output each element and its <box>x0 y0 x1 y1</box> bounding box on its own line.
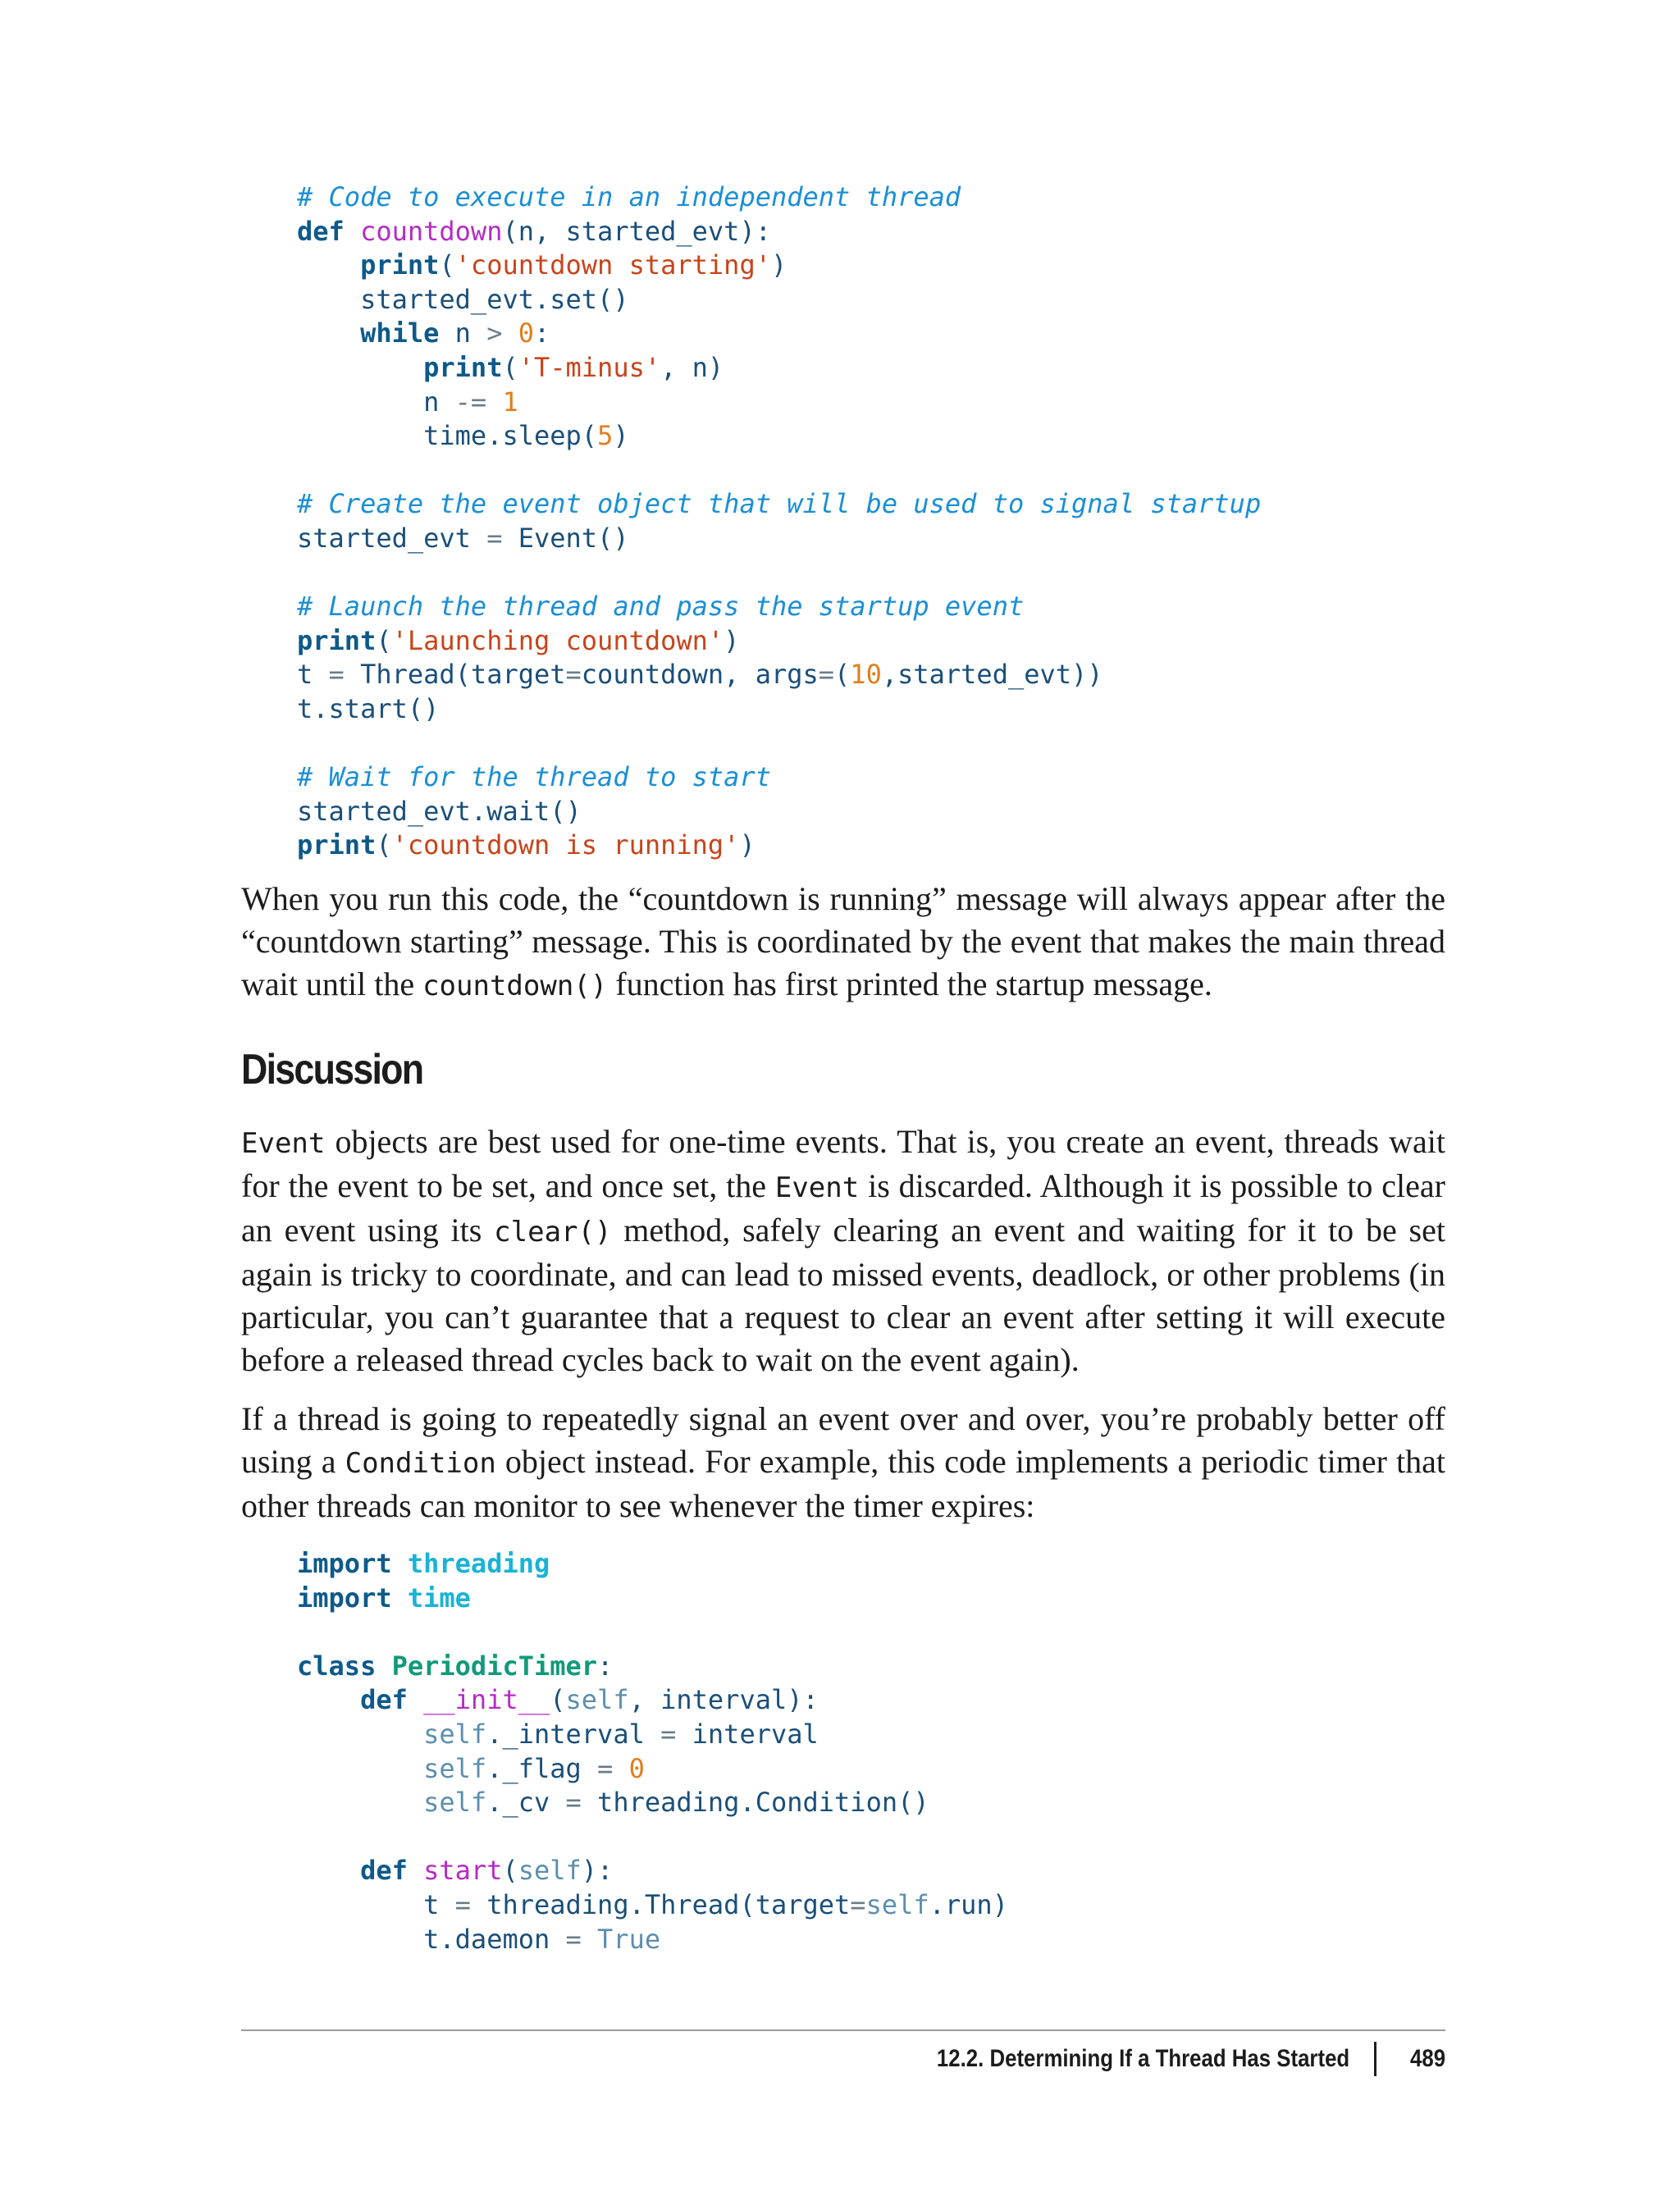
code-token: -= <box>454 386 487 418</box>
footer-separator <box>1374 2042 1376 2076</box>
code-token: ( <box>834 659 851 691</box>
code-line <box>297 590 1261 624</box>
code-token <box>486 386 502 418</box>
code-line <box>297 386 1261 420</box>
code-token: start <box>423 1855 503 1887</box>
inline-code: Event <box>774 1171 860 1204</box>
code-token: True <box>597 1923 661 1955</box>
code-token: 1 <box>502 386 518 418</box>
footer-divider <box>241 2029 1445 2031</box>
code-token: t <box>297 1888 455 1920</box>
code-token: = <box>565 659 582 691</box>
code-token: import <box>297 1548 392 1579</box>
code-token <box>297 1787 423 1818</box>
code-token: n <box>439 317 487 349</box>
code-line <box>297 487 1261 522</box>
code-token: threading <box>407 1548 550 1579</box>
code-token: ( <box>439 249 455 281</box>
code-token: self <box>865 1888 929 1920</box>
code-token: ): <box>581 1855 614 1887</box>
code-block-periodic-timer <box>297 1547 1008 1956</box>
code-token: , n) <box>660 351 724 383</box>
code-token: 'Launching countdown' <box>391 624 724 656</box>
code-token: 0 <box>518 317 534 349</box>
code-token: ,started_evt)) <box>881 659 1103 691</box>
code-token <box>297 1753 423 1784</box>
code-token: started_evt.wait() <box>297 795 582 827</box>
code-token: ) <box>770 249 788 281</box>
code-token: 'countdown starting' <box>454 249 771 281</box>
code-token <box>297 1855 360 1886</box>
code-token: = <box>454 1888 471 1920</box>
code-token: = <box>660 1718 677 1750</box>
code-line <box>297 760 1261 795</box>
code-line <box>297 658 1261 692</box>
code-token: # Code to execute in an independent thread <box>297 181 961 212</box>
code-token: = <box>486 522 503 554</box>
code-token: countdown <box>360 215 503 247</box>
code-token: = <box>565 1787 582 1819</box>
code-token: = <box>818 659 835 691</box>
code-line <box>297 454 1261 488</box>
code-token: self <box>423 1718 487 1750</box>
code-line <box>297 419 1261 454</box>
code-token: class <box>297 1650 377 1682</box>
code-token: , interval): <box>628 1684 819 1716</box>
code-line <box>297 727 1261 761</box>
text-run: method, safely clearing an event and waiting for it to be set again is tricky to coordinate, and can lead to missed events, deadlock, or other problems (in particular, you can’t guarantee that a request to clear an event after setting it will execute before a released thread cycles back to wait on the event again). <box>241 1212 1445 1378</box>
code-line <box>297 1650 1008 1684</box>
code-token: print <box>360 249 440 281</box>
code-token: t <box>297 659 329 691</box>
code-token: time.sleep( <box>297 420 598 452</box>
code-block-countdown <box>297 180 1261 863</box>
code-line <box>297 351 1261 386</box>
code-token: # Launch the thread and pass the startup event <box>297 591 1025 623</box>
code-line <box>297 829 1261 863</box>
code-token: 'countdown is running' <box>391 829 740 861</box>
code-token: : <box>597 1650 614 1682</box>
code-token: ) <box>724 624 740 656</box>
code-token: def <box>360 1855 408 1887</box>
paragraph-condition-intro <box>241 1398 1445 1527</box>
code-token: ) <box>739 829 756 861</box>
text-run: function has first printed the startup message. <box>607 966 1212 1002</box>
code-token: n <box>297 386 455 418</box>
text-run: When you run this code, the “countdown is running” message will always appear after the “countdown starting” message. This is coordinated by the event that makes the main thread wait until the <box>241 880 1445 1002</box>
code-token: PeriodicTimer <box>391 1650 598 1682</box>
page-footer <box>870 2041 1445 2077</box>
footer-section-title: 12.2. Determining If a Thread Has Started <box>936 2045 1349 2072</box>
text-run: objects are best used for one-time events. That is, you create an event, threads wait for the event to be set, and once set, the <box>241 1123 1445 1204</box>
code-line <box>297 1820 1008 1855</box>
code-token: (n, started_evt): <box>502 215 771 247</box>
code-token: ._flag <box>486 1752 598 1784</box>
code-token: threading.Thread(target <box>470 1888 851 1920</box>
code-token: = <box>328 659 345 691</box>
paragraph-event-discussion <box>241 1121 1445 1381</box>
code-token: : <box>533 317 550 349</box>
code-token <box>392 1582 408 1614</box>
code-token: ( <box>376 624 392 656</box>
code-token: ) <box>613 420 629 452</box>
code-token: time <box>407 1582 471 1614</box>
code-token: ( <box>502 351 518 383</box>
code-token: t.daemon <box>297 1923 566 1955</box>
code-line <box>297 1683 1008 1718</box>
code-token: interval <box>676 1718 819 1750</box>
code-token: __init__ <box>423 1684 550 1716</box>
code-token: started_evt.set() <box>297 283 629 315</box>
code-token <box>502 317 518 349</box>
text-run: If a thread is going to repeatedly signal an event over and over, you’re probably better off using a <box>241 1400 1445 1480</box>
code-token <box>297 352 423 383</box>
code-line <box>297 522 1261 556</box>
code-line <box>297 1547 1008 1582</box>
code-token: ._cv <box>486 1787 566 1819</box>
code-token: 5 <box>597 420 614 452</box>
code-line <box>297 1752 1008 1787</box>
code-token <box>376 1650 391 1682</box>
page-number: 489 <box>1409 2045 1445 2072</box>
code-line <box>297 283 1261 317</box>
code-token: > <box>486 317 503 349</box>
code-line <box>297 1923 1008 1957</box>
code-token: self <box>565 1684 629 1716</box>
code-token: = <box>597 1752 614 1784</box>
code-line <box>297 215 1261 249</box>
code-line <box>297 1786 1008 1820</box>
code-token: 10 <box>850 659 882 691</box>
inline-code: countdown() <box>422 970 608 1002</box>
code-line <box>297 249 1261 283</box>
code-token: 0 <box>628 1752 645 1784</box>
code-line <box>297 692 1261 727</box>
code-line <box>297 556 1261 591</box>
inline-code: clear() <box>494 1216 612 1249</box>
code-token <box>297 249 360 281</box>
code-token: self <box>423 1787 487 1819</box>
code-token <box>408 1855 423 1886</box>
code-token: ( <box>376 829 392 861</box>
code-token: # Wait for the thread to start <box>297 761 771 793</box>
code-token: = <box>565 1923 582 1955</box>
code-token: while <box>360 317 440 349</box>
section-heading: Discussion <box>241 1046 423 1093</box>
code-line <box>297 795 1261 829</box>
code-token <box>582 1924 597 1955</box>
code-token: ( <box>550 1684 566 1716</box>
code-token: t.start() <box>297 692 440 724</box>
code-token: Event() <box>502 522 629 554</box>
code-line <box>297 1615 1008 1650</box>
code-line <box>297 624 1261 659</box>
inline-code: Condition <box>345 1447 496 1480</box>
code-token: Thread(target <box>344 659 566 691</box>
text-run: object instead. For example, this code implements a periodic timer that other threads can monitor to see whenever the timer expires: <box>241 1443 1446 1524</box>
code-token: ( <box>502 1855 518 1887</box>
code-token: started_evt <box>297 522 487 554</box>
code-token: .run) <box>929 1888 1008 1920</box>
code-line <box>297 180 1261 215</box>
code-token <box>613 1753 628 1784</box>
code-token: self <box>423 1752 487 1784</box>
text-run: is discarded. Although it is possible to clear an event using its <box>241 1167 1445 1249</box>
code-line <box>297 317 1261 351</box>
code-line <box>297 1582 1008 1616</box>
code-token: print <box>297 829 377 861</box>
code-token: self <box>518 1855 582 1887</box>
inline-code: Event <box>241 1127 326 1160</box>
code-token <box>345 216 360 247</box>
code-token <box>297 317 360 349</box>
code-token: def <box>297 215 345 247</box>
code-token: def <box>360 1684 408 1716</box>
paragraph-countdown-explanation <box>241 878 1445 1007</box>
code-token: = <box>850 1888 866 1920</box>
code-token: print <box>423 351 503 383</box>
code-token: 'T-minus' <box>518 351 661 383</box>
code-line <box>297 1854 1008 1888</box>
code-line <box>297 1888 1008 1923</box>
code-token: import <box>297 1582 392 1614</box>
code-token: # Create the event object that will be used to signal startup <box>297 488 1262 520</box>
code-line <box>297 1718 1008 1752</box>
code-token: countdown, args <box>581 659 819 691</box>
code-token: ._interval <box>486 1718 661 1750</box>
code-token <box>297 1719 423 1750</box>
code-token <box>392 1548 408 1579</box>
code-token: print <box>297 624 377 656</box>
code-token <box>297 1684 360 1715</box>
code-token: threading.Condition() <box>581 1787 929 1819</box>
code-token <box>408 1684 423 1715</box>
